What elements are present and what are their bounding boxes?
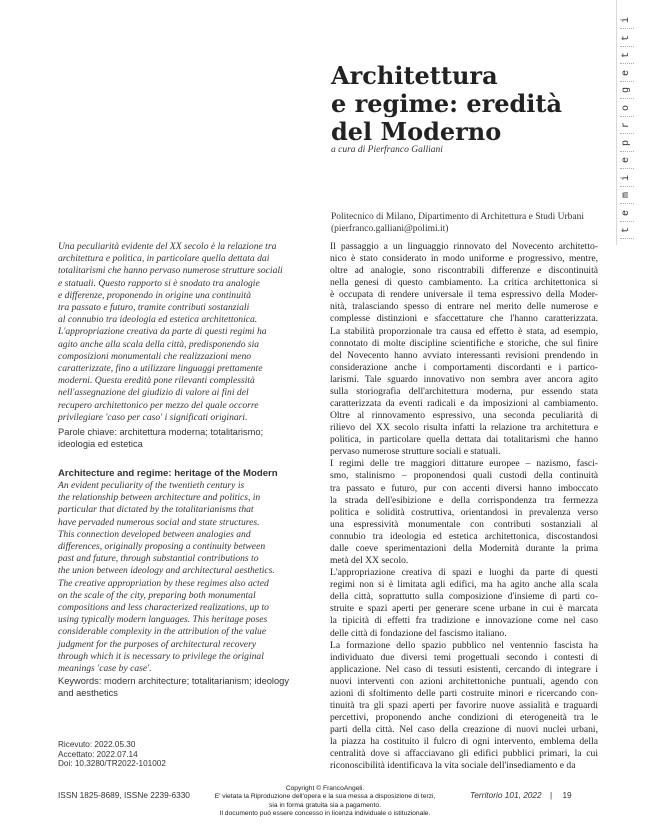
body-line: considerazione anche i comportamenti discordanti e i partico-	[330, 361, 598, 373]
affiliation	[331, 211, 601, 235]
abstract-line: nell'assegnazione del giudizio di valore ai fini del	[58, 387, 249, 399]
body-line: parti della città. Nel caso della creazione di nuovi nuclei urbani,	[330, 724, 598, 736]
abstract-line: the relationship between architecture and politics, in	[58, 492, 261, 504]
side-band-letter: m	[621, 192, 632, 199]
keywords-line: Keywords: modern architecture; totalitarianism; ideology	[58, 676, 289, 686]
keywords-italian	[58, 426, 300, 450]
abstract-line: considerable complexity in the attribution of the value	[58, 626, 267, 638]
body-line: la piazza ha costituito il fulcro di ogni intervento, emblema della	[330, 736, 598, 748]
body-line: rilievo del XX secolo risulta infatti la relazione tra architettura e	[330, 422, 598, 434]
side-band-dash	[620, 238, 634, 239]
side-band-letter: p	[621, 139, 632, 146]
title-line: e regime: eredità	[331, 89, 563, 118]
abstract-line: meanings 'case by case'.	[58, 663, 152, 675]
body-line: larismi. Tale sguardo innovativo non sembra aver ancora agito	[330, 373, 598, 385]
curated-by: a cura di Pierfranco Galliani	[331, 145, 443, 155]
side-band-letter: e	[621, 209, 632, 216]
side-band-letter: t	[621, 52, 632, 59]
abstract-line: particular that dictated by the totalitarianisms that	[58, 504, 254, 516]
abstract-line: e differenze, proponendo in origine una continuità	[58, 289, 252, 301]
body-line: centralità dove si affacciavano gli edifici pubblici primari, la cui	[330, 748, 598, 760]
body-line: delle città di fondazione del fascismo italiano.	[330, 627, 507, 639]
body-line: oltre ad analogie, sono riscontrabili differenze e discontinuità	[330, 265, 598, 277]
abstract-line: recupero architettonico per mezzo del quale occorre	[58, 399, 259, 411]
copyright-notice	[190, 785, 460, 819]
copyright-line: Copyright © FrancoAngeli.	[285, 785, 365, 792]
abstract-line: architettura e politica, in particolare quella dettata dai	[58, 253, 270, 265]
article-dates-doi	[58, 740, 166, 769]
meta-line: Doi: 10.3280/TR2022-101002	[58, 759, 166, 768]
side-band-letter: i	[621, 174, 632, 181]
side-band-letter: t	[621, 34, 632, 41]
abstract-line: judgment for the purposes of architectural recovery	[58, 638, 257, 650]
abstract-line: on the scale of the city, preparing both monumental	[58, 589, 256, 601]
abstract-line: The creative appropriation by these regimes also acted	[58, 577, 269, 589]
body-text	[330, 241, 598, 772]
body-line: regimi non si è limitata agli edifici, ma ha agito anche alla scala	[330, 579, 598, 591]
abstract-line: using typically modern languages. This heritage poses	[58, 614, 268, 626]
body-line: politica e solidità costruttiva, orientandosi in prevalenza verso	[330, 506, 598, 518]
english-title: Architecture and regime: heritage of the Modern	[58, 468, 278, 479]
abstract-line: Una peculiarità evidente del XX secolo è la relazione tra	[58, 241, 277, 252]
body-line: dalle coeve sperimentazioni della Modernità durante la prima	[330, 542, 598, 554]
body-line: struite e spazi aperti per generare scene urbane in cui è marcata	[330, 603, 598, 615]
title-line: Architettura	[331, 61, 498, 90]
abstract-line: have pervaded numerous social and state structures.	[58, 516, 260, 528]
body-line: della città, soprattutto sulla composizione d'insieme di parti co-	[330, 591, 598, 603]
footer-separator: |	[549, 790, 553, 800]
abstract-line: compositions and less characterized realizations, up to	[58, 602, 269, 614]
body-line: tra passato e futuro, pur con accenti diversi hanno imboccato	[330, 482, 598, 494]
issn: ISSN 1825-8689, ISSNe 2239-6330	[58, 790, 190, 800]
copyright-line: Il documento può essere concesso in licenza individuale o istituzionale.	[219, 810, 431, 818]
body-line: azioni di sfoltimento delle parti costruite minori e ricercando con-	[330, 687, 598, 699]
journal-footer	[470, 790, 572, 800]
body-line: caratterizzata da eventi radicali e da imposizioni al cambiamento.	[330, 398, 598, 410]
body-line: metà del XX secolo.	[330, 555, 409, 567]
body-line: nico è stato considerato in modo uniforme e progressivo, mentre,	[330, 253, 598, 265]
abstract-line: the union between ideology and architectural aesthetics.	[58, 565, 275, 577]
body-line: connotato di molte discipline scientifiche e storiche, che sul finire	[330, 337, 598, 349]
side-band-letter: t	[621, 227, 632, 234]
side-band-letter: i	[621, 17, 632, 24]
journal-name: Territorio 101, 2022	[470, 790, 542, 800]
abstract-italian	[58, 241, 300, 424]
abstract-line: L'appropriazione creativa da parte di questi regimi ha	[58, 326, 267, 338]
body-line: nuovi interventi con azioni architettoniche puntuali, agendo con	[330, 675, 598, 687]
abstract-line: An evident peculiarity of the twentieth century is	[58, 480, 245, 491]
abstract-line: tra passato e futuro, tramite contributi sostanziali	[58, 302, 250, 314]
body-line: politica, in particolare quella dettata dai totalitarismi che hanno	[330, 434, 598, 446]
body-line: sulla storiografia dell'architettura moderna, pur essendo stata	[330, 385, 598, 397]
abstract-line: e statuali. Questo rapporto si è snodato tra analogie	[58, 277, 260, 289]
abstract-line: composizioni monumentali che realizzazioni meno	[58, 350, 252, 362]
abstract-line: past and future, through substantial contributions to	[58, 553, 259, 565]
body-line: complesse distinzioni e sfaccettature che l'hanno caratterizzata.	[330, 313, 598, 325]
body-line: connubio tra ideologia ed estetica architettonica, discostandosi	[330, 530, 598, 542]
side-band-letter: r	[621, 122, 632, 129]
body-line: I regimi delle tre maggiori dittature europee – nazismo, fasci-	[330, 458, 598, 470]
body-line: pervaso numerose strutture sociali e statuali.	[330, 446, 501, 458]
abstract-line: through which it is necessary to privilege the original	[58, 650, 264, 662]
abstract-line: This connection developed between analogies and	[58, 528, 251, 540]
article-title	[331, 62, 591, 146]
meta-line: Accettato: 2022.07.14	[58, 749, 138, 759]
abstract-line: caratterizzate, fino a utilizzare linguaggi prettamente	[58, 363, 263, 375]
keywords-line: ideologia ed estetica	[58, 439, 143, 449]
copyright-line: E' vietata la Riproduzione dell'opera e la sua messa a disposizione di terzi,	[214, 793, 436, 801]
affiliation-email: (pierfranco.galliani@polimi.it)	[331, 224, 449, 234]
keywords-line: Parole chiave: architettura moderna; totalitarismo;	[58, 427, 264, 437]
body-line: percettivi, proponendo anche condizioni di eterogeneità tra le	[330, 712, 598, 724]
abstract-line: al connubio tra ideologia ed estetica architettonica.	[58, 314, 258, 326]
body-line: La formazione dello spazio pubblico nel ventennio fascista ha	[330, 639, 598, 651]
abstract-line: differences, originally proposing a continuity between	[58, 541, 266, 553]
side-band-letter: e	[621, 69, 632, 76]
body-line: riconoscibilità identificava la vita sociale dell'insediamento e da	[330, 760, 576, 772]
title-line: del Moderno	[331, 117, 502, 146]
copyright-line: sia in forma gratuita sia a pagamento.	[269, 801, 381, 809]
body-line: è occupata di rendere universale il tema espressivo della Moder-	[330, 289, 598, 301]
meta-line: Ricevuto: 2022.05.30	[58, 740, 136, 749]
body-line: del Novecento hanno avviato interessanti revisioni prendendo in	[330, 349, 598, 361]
body-line: applicazione. Nel caso di tessuti esistenti, cercando di integrare i	[330, 663, 598, 675]
abstract-line: moderni. Questa eredità pone rilevanti complessità	[58, 375, 255, 387]
body-line: individuato due diversi temi progettuali secondo i contesti di	[330, 651, 598, 663]
body-line: la tipicità di effetti fra tradizione e innovazione come nel caso	[330, 615, 598, 627]
body-line: tinuità tra gli spazi aperti per favorire nuove assialità e traguardi	[330, 699, 598, 711]
keywords-line: and aesthetics	[58, 688, 118, 698]
body-line: L'appropriazione creativa di spazi e luoghi da parte di questi	[330, 567, 598, 579]
keywords-english	[58, 675, 300, 699]
side-band-letter: g	[621, 87, 632, 94]
body-line: una espressività monumentale con contributi sostanziali al	[330, 518, 598, 530]
abstract-line: totalitarismi che hanno pervaso numerose strutture sociali	[58, 265, 283, 277]
abstract-line: agito anche alla scala della città, predisponendo sia	[58, 338, 260, 350]
body-line: nella genesi di questo cambiamento. La critica architettonica si	[330, 277, 598, 289]
body-line: Oltre al rinnovamento espressivo, una seconda peculiarità di	[330, 410, 598, 422]
body-line: la strada dell'esibizione e della corrispondenza tra fermezza	[330, 494, 598, 506]
affiliation-line: Politecnico di Milano, Dipartimento di Architettura e Studi Urbani	[331, 212, 585, 222]
abstract-english	[58, 480, 300, 675]
body-line: smo, stalinismo – proponendosi quali custodi della continuità	[330, 470, 598, 482]
side-band-rule	[616, 0, 617, 245]
abstract-line: privilegiare 'caso per caso' i significati originari.	[58, 411, 248, 423]
page-number: 19	[562, 790, 572, 800]
body-line: La stabilità proporzionale tra causa ed effetto è stata, ad esempio,	[330, 325, 598, 337]
body-line: nità, tralasciando spesso di entrare nel merito delle numerose e	[330, 301, 598, 313]
side-band-letter: e	[621, 157, 632, 164]
side-band-letter: o	[621, 104, 632, 111]
body-line: Il passaggio a un linguaggio rinnovato del Novecento architetto-	[330, 241, 598, 252]
